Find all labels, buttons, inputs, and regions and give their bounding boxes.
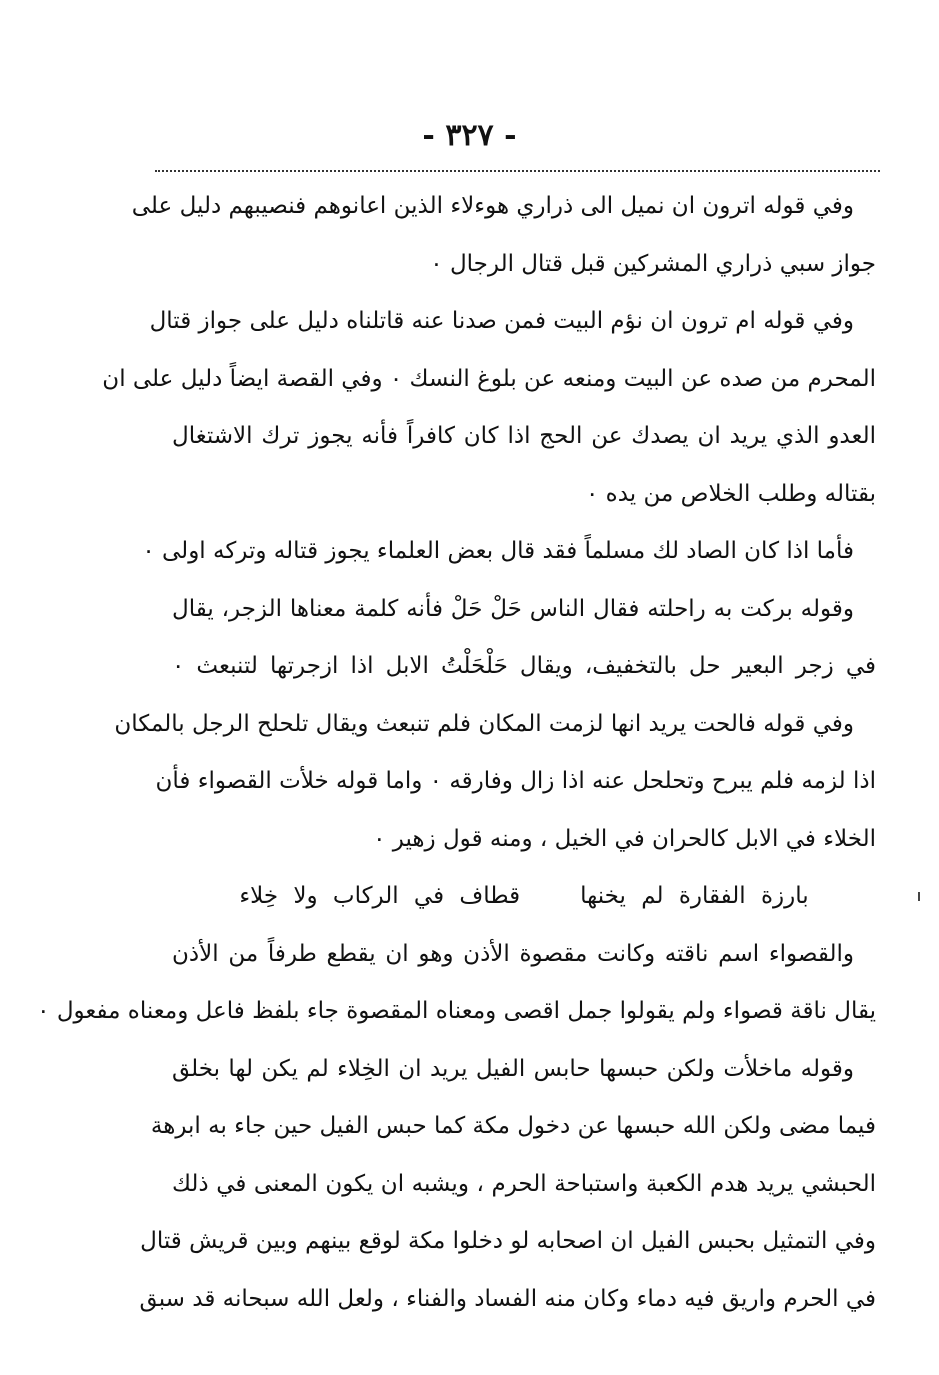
text-line: وفي التمثيل بحبس الفيل ان اصحابه لو دخلوا مكة لوقع بينهم وبين قريش قتال <box>140 1228 876 1254</box>
body-text <box>37 178 876 1328</box>
text-line: فيما مضى ولكن الله حبسها عن دخول مكة كما حبس الفيل حين جاء به ابرهة <box>150 1113 876 1139</box>
text-line: وفي قوله اترون ان نميل الى ذراري هوءلاء الذين اعانوهم فنصيبهم دليل على <box>131 193 854 219</box>
text-line: فأما اذا كان الصاد لك مسلماً فقد قال بعض العلماء يجوز قتاله وتركه اولى ٠ <box>142 538 854 564</box>
text-line: والقصواء اسم ناقته وكانت مقصوة الأذن وهو ان يقطع طرفاً من الأذن <box>172 940 854 967</box>
text-line: العدو الذي يريد ان يصدك عن الحج اذا كان كافراً فأنه يجوز ترك الاشتغال <box>172 423 876 449</box>
verse-hemistich-second: قطاف في الركاب ولا خِلاء <box>239 883 521 909</box>
page-number: - ٣٢٧ - <box>422 118 517 153</box>
text-line: الخلاء في الابل كالحران في الخيل ، ومنه قول زهير ٠ <box>373 825 876 852</box>
text-line: بقتاله وطلب الخلاص من يده ٠ <box>586 480 876 507</box>
verse-hemistich-first: بارزة الفقارة لم يخنها <box>580 883 809 909</box>
margin-mark <box>918 892 920 901</box>
poetry-verse <box>172 868 876 926</box>
text-line: المحرم من صده عن البيت ومنعه عن بلوغ النسك ٠ وفي القصة ايضاً دليل على ان <box>102 365 876 392</box>
text-line: وقوله بركت به راحلته فقال الناس حَلْ حَلْ فأنه كلمة معناها الزجر، يقال <box>172 595 854 622</box>
text-line: وفي قوله ام ترون ان نؤم البيت فمن صدنا عنه قاتلناه دليل على جواز قتال <box>149 308 854 334</box>
text-line: اذا لزمه فلم يبرح وتحلحل عنه اذا زال وفارقه ٠ واما قوله خلأت القصواء فأن <box>155 768 876 794</box>
text-line: وقوله ماخلأت ولكن حبسها حابس الفيل يريد ان الخِلاء لم يكن لها بخلق <box>172 1055 854 1082</box>
text-line: الحبشي يريد هدم الكعبة واستباحة الحرم ، ويشبه ان يكون المعنى في ذلك <box>172 1170 876 1197</box>
text-line: في زجر البعير حل بالتخفيف، ويقال حَلْحَلْتُ الابل اذا ازجرتها لتنبعث ٠ <box>172 653 876 679</box>
text-line: يقال ناقة قصواء ولم يقولوا جمل اقصى ومعناه المقصوة جاء بلفظ فاعل ومعناه مفعول ٠ <box>37 998 876 1024</box>
text-line: وفي قوله فالحت يريد انها لزمت المكان فلم تنبعث ويقال تلحلح الرجل بالمكان <box>114 710 854 737</box>
header-rule <box>155 170 880 172</box>
text-line: جواز سبي ذراري المشركين قبل قتال الرجال ٠ <box>430 250 876 277</box>
text-line: في الحرم واريق فيه دماء وكان منه الفساد والفناء ، ولعل الله سبحانه قد سبق <box>139 1285 876 1312</box>
